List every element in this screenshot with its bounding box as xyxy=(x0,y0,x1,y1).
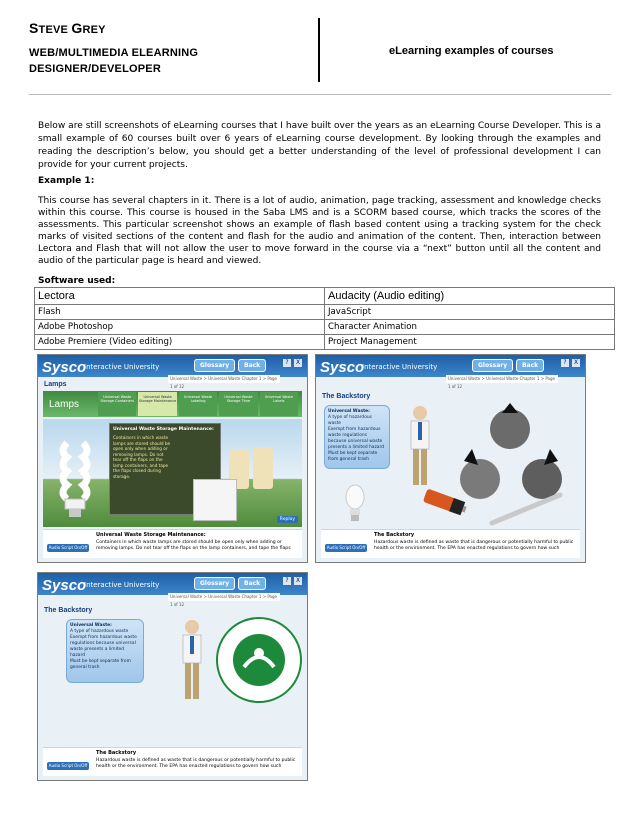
tab-labels[interactable]: Universal Waste Labels xyxy=(260,392,298,416)
tab-storage-maintenance[interactable]: Universal Waste Storage Maintenance xyxy=(138,392,176,416)
role-line-1: WEB/MULTIMEDIA ELEARNING xyxy=(29,47,199,59)
callout-box xyxy=(66,619,144,683)
narration-panel xyxy=(321,529,580,558)
course-brand: Interactive University xyxy=(84,581,160,589)
panel-title: Universal Waste Storage Maintenance: xyxy=(113,427,214,432)
course-brand: Interactive University xyxy=(84,363,160,371)
header-rule xyxy=(29,94,611,95)
epa-seal-image xyxy=(214,615,304,705)
table-cell: Adobe Photoshop xyxy=(35,320,325,335)
slide-title: The Backstory xyxy=(322,393,371,400)
cfl-lamp-image xyxy=(49,433,109,523)
narration-title: The Backstory xyxy=(96,750,137,756)
glossary-button[interactable]: Glossary xyxy=(194,577,235,590)
audio-script-toggle[interactable]: Audio Script On/Off xyxy=(326,545,366,550)
narration-panel xyxy=(43,747,302,776)
character-image xyxy=(172,619,212,705)
tab-storage-time[interactable]: Universal Waste Storage Time xyxy=(219,392,257,416)
surname-initial: G xyxy=(71,20,83,36)
table-cell: JavaScript xyxy=(325,305,615,320)
resume-header xyxy=(29,18,611,82)
example-heading: Example 1: xyxy=(38,176,95,186)
callout-title: Universal Waste: xyxy=(70,623,112,628)
close-icon[interactable]: X xyxy=(295,577,301,584)
document-title: eLearning examples of courses xyxy=(389,45,554,57)
replay-button[interactable]: Replay xyxy=(277,516,298,523)
callout-item: Must be kept separate from general trash xyxy=(328,451,378,462)
thermometer-image xyxy=(486,489,566,529)
course-breadcrumb: Universal Waste > Universal Waste Chapter 1 > Page 1 of 12 xyxy=(168,375,280,383)
table-row xyxy=(35,288,615,305)
narration-text: Hazardous waste is defined as waste that is dangerous or potentially harmful to public health or the environment. The EPA has enacted regulations to govern how such xyxy=(96,758,296,769)
chapter-tabs xyxy=(98,392,298,416)
glossary-button[interactable]: Glossary xyxy=(194,359,235,372)
glossary-button[interactable]: Glossary xyxy=(472,359,513,372)
table-row xyxy=(35,320,615,335)
callout-item: A type of hazardous waste xyxy=(70,629,129,634)
table-cell: Audacity (Audio editing) xyxy=(325,288,615,305)
callout-item: Exempt from hazardous waste regulations because universal waste presents a limited hazard xyxy=(328,427,384,450)
banner-title: Lamps xyxy=(49,399,80,410)
table-cell: Project Management xyxy=(325,335,615,350)
name-initial: S xyxy=(29,20,39,36)
table-row xyxy=(35,305,615,320)
narration-title: The Backstory xyxy=(374,532,415,538)
back-button[interactable]: Back xyxy=(238,577,266,590)
callout-item: Exempt from hazardous waste regulations because universal waste presents a limited hazard xyxy=(70,635,137,658)
back-button[interactable]: Back xyxy=(516,359,544,372)
table-cell: Lectora xyxy=(35,288,325,305)
storage-container-image xyxy=(193,479,237,521)
course-screenshot-lamps xyxy=(37,354,308,563)
narration-panel xyxy=(43,529,302,558)
back-button[interactable]: Back xyxy=(238,359,266,372)
panel-text: Containers in which waste lamps are stored should be open only when adding or removing lamps. Do not tear off the flaps on the lamp containers, and tape the flaps closed during storage. xyxy=(113,435,171,479)
header-divider xyxy=(318,18,320,82)
slide-stage xyxy=(43,419,302,527)
callout-item: A type of hazardous waste xyxy=(328,415,372,426)
audio-script-toggle[interactable]: Audio Script On/Off xyxy=(48,545,88,550)
lamp-tube-box xyxy=(253,447,273,489)
author-name xyxy=(29,20,106,36)
table-cell: Character Animation xyxy=(325,320,615,335)
sysco-logo: Sysco xyxy=(42,359,87,376)
tab-storage-containers[interactable]: Universal Waste Storage Containers xyxy=(98,392,136,416)
narration-text: Containers in which waste lamps are stored should be open only when adding or removing lamps. Do not tear off the flaps on the lamp containers, and tape the flaps xyxy=(96,540,291,551)
table-row xyxy=(35,335,615,350)
sysco-logo: Sysco xyxy=(320,359,365,376)
intro-paragraph xyxy=(38,120,601,172)
name-first-rest: TEVE xyxy=(38,24,72,36)
help-icon[interactable]: ? xyxy=(561,359,569,367)
course-screenshot-epa xyxy=(37,572,308,781)
help-icon[interactable]: ? xyxy=(283,359,291,367)
help-icon[interactable]: ? xyxy=(283,577,291,585)
audio-script-toggle[interactable]: Audio Script On/Off xyxy=(48,763,88,768)
example-description: This course has several chapters in it. There is a lot of audio, animation, page tracking, assessment and knowledge checks within this course. This course is housed in the Saba LMS and is a SCORM based course, which tracks the scores of the assessments. This particular screenshot shows an example of flash based content using a tracking system for the check marks of visited sections of the content and flash for the audio and animation of the content. Then, interaction between Lectora and Flash that will not allow the user to move forward in the course via a “next” button until all the content and audio of the particular page is heard and viewed. xyxy=(38,196,601,266)
role-line-2: DESIGNER/DEVELOPER xyxy=(29,63,161,75)
software-table xyxy=(34,287,615,350)
callout-box xyxy=(324,405,390,469)
course-brand: Interactive University xyxy=(362,363,438,371)
slide-title: The Backstory xyxy=(44,607,93,614)
author-role xyxy=(29,45,198,77)
sysco-logo: Sysco xyxy=(42,577,87,594)
narration-title: Universal Waste Storage Maintenance: xyxy=(96,532,206,538)
callout-item: Must be kept separate from general trash xyxy=(70,659,131,670)
course-breadcrumb: Universal Waste > Universal Waste Chapter 1 > Page 1 of 12 xyxy=(446,375,558,383)
tab-labeling[interactable]: Universal Waste Labeling xyxy=(179,392,217,416)
close-icon[interactable]: X xyxy=(573,359,579,366)
callout-title: Universal Waste: xyxy=(328,409,370,414)
surname-rest: REY xyxy=(82,24,106,36)
course-breadcrumb: Universal Waste > Universal Waste Chapter 1 > Page 1 of 12 xyxy=(168,593,280,601)
battery-image xyxy=(420,483,480,523)
narration-text: Hazardous waste is defined as waste that is dangerous or potentially harmful to public health or the environment. The EPA has enacted regulations to govern how such xyxy=(374,540,574,551)
slide-title: Lamps xyxy=(44,381,67,388)
course-screenshot-backstory xyxy=(315,354,586,563)
close-icon[interactable]: X xyxy=(295,359,301,366)
table-cell: Adobe Premiere (Video editing) xyxy=(35,335,325,350)
intro-text: Below are still screenshots of eLearning courses that I have built over the years as an eLearning Course Developer. This is a small example of 60 courses built over 6 years of eLearning course development. By looking through the examples and reading the description’s below, you should get a better understanding of the level of professional development I can provide for your current projects. xyxy=(38,121,601,170)
character-image xyxy=(400,405,440,491)
table-cell: Flash xyxy=(35,305,325,320)
software-heading: Software used: xyxy=(38,276,116,286)
cfl-bulb-image xyxy=(342,483,368,527)
